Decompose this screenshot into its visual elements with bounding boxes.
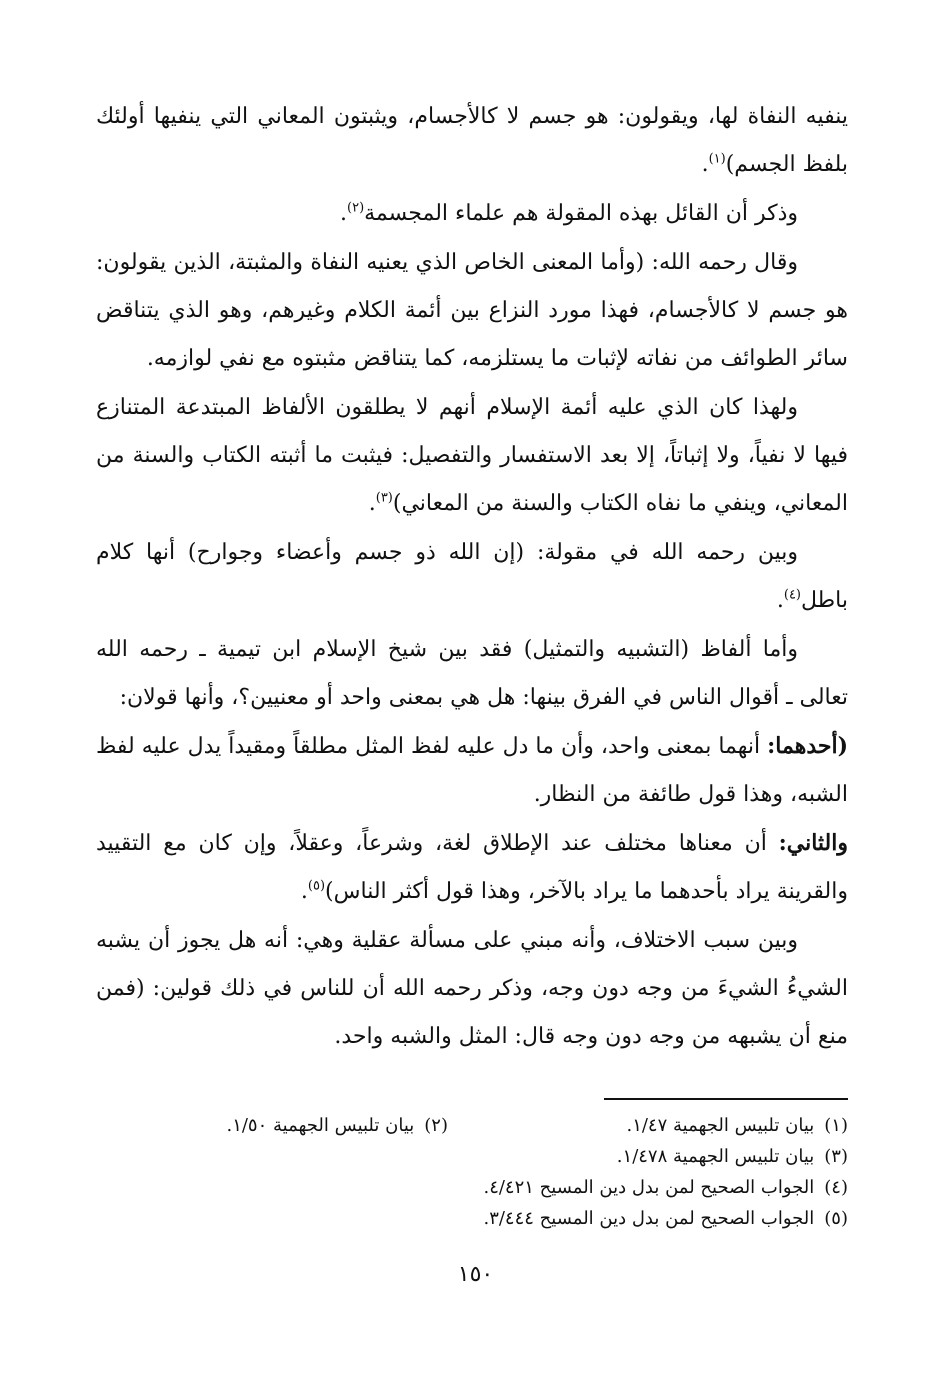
main-text — [96, 92, 848, 1061]
paragraph-end: . — [368, 491, 376, 516]
paragraph-text: ينفيه النفاة لها، ويقولون: هو جسم لا كالأجسام، ويثبتون المعاني التي ينفيها أولئك بلفظ الجسم) — [96, 104, 848, 177]
paragraph-5 — [96, 528, 848, 625]
footnote-4 — [96, 1172, 848, 1203]
paragraph-label: والثاني: — [778, 830, 848, 856]
paragraph-end: . — [701, 152, 709, 177]
footnote-number: (٤) — [824, 1177, 848, 1198]
paragraph-9 — [96, 916, 848, 1061]
paragraph-label: (أحدهما: — [767, 733, 848, 759]
paragraph-8 — [96, 819, 848, 916]
paragraph-text: وذكر أن القائل بهذه المقولة هم علماء المجسمة — [364, 201, 798, 226]
paragraph-4 — [96, 383, 848, 528]
footnote-divider — [604, 1098, 848, 1100]
footnote-number: (١) — [824, 1115, 848, 1136]
paragraph-text: ولهذا كان الذي عليه أئمة الإسلام أنهم لا يطلقون الألفاظ المبتدعة المتنازع فيها لا نفياً، ولا إثباتاً، إلا بعد الاستفسار والتفصيل: فيثبت ما أثبته الكتاب والسنة من المعاني، وينفي ما نفاه الكتاب والسنة من المعاني) — [96, 395, 848, 516]
footnote-3 — [96, 1141, 848, 1172]
paragraph-6 — [96, 625, 848, 722]
footnote-marker: (١) — [708, 151, 726, 167]
paragraph-text: وقال رحمه الله: (وأما المعنى الخاص الذي يعنيه النفاة والمثبتة، الذين يقولون: هو جسم لا كالأجسام، فهذا مورد النزاع بين أئمة الكلام وغيرهم، وهو الذي يتناقض سائر الطوائف من نفاته لإثبات ما يستلزمه، كما يتناقض مثبتوه مع نفي لوازمه. — [96, 250, 848, 371]
page-number: ١٥٠ — [457, 1262, 494, 1287]
footnote-marker: (٣) — [375, 490, 393, 506]
footnote-text: بيان تلبيس الجهمية ١/٤٧. — [626, 1115, 815, 1136]
paragraph-text: وبين رحمه الله في مقولة: (إن الله ذو جسم وأعضاء وجوارح) أنها كلام باطل — [96, 540, 848, 613]
footnote-marker: (٥) — [307, 878, 326, 894]
footnote-number: (٣) — [824, 1146, 848, 1167]
paragraph-end: . — [300, 879, 308, 904]
footnote-text: الجواب الصحيح لمن بدل دين المسيح ٤/٤٢١. — [483, 1177, 815, 1198]
paragraph-2 — [96, 189, 848, 238]
paragraph-1 — [96, 92, 848, 189]
footnote-number: (٥) — [824, 1208, 848, 1229]
paragraph-text: أن معناها مختلف عند الإطلاق لغة، وشرعاً، وعقلاً، وإن كان مع التقييد والقرينة يراد بأحدهما ما يراد بالآخر، وهذا قول أكثر الناس) — [96, 831, 848, 904]
paragraph-3 — [96, 238, 848, 383]
paragraph-text: أنهما بمعنى واحد، وأن ما دل عليه لفظ المثل مطلقاً ومقيداً يدل عليه لفظ الشبه، وهذا قول طائفة من النظار. — [96, 734, 848, 807]
footnote-text: الجواب الصحيح لمن بدل دين المسيح ٣/٤٤٤. — [483, 1208, 815, 1229]
paragraph-7 — [96, 722, 848, 819]
footnotes — [96, 1110, 848, 1234]
footnote-1 — [448, 1110, 848, 1141]
paragraph-text: وأما ألفاظ (التشبيه والتمثيل) فقد بين شيخ الإسلام ابن تيمية ـ رحمه الله تعالى ـ أقوال الناس في الفرق بينها: هل هي بمعنى واحد أو معنيين؟، وأنها قولان: — [96, 637, 848, 710]
footnote-marker: (٢) — [347, 200, 365, 216]
footnote-text: بيان تلبيس الجهمية ١/٥٠. — [226, 1115, 415, 1136]
footnote-5 — [96, 1203, 848, 1234]
paragraph-end: . — [340, 201, 347, 226]
paragraph-end: . — [776, 588, 784, 613]
footnote-2 — [226, 1110, 448, 1141]
footnote-marker: (٤) — [783, 587, 801, 603]
footnote-row — [96, 1110, 848, 1141]
footnote-number: (٢) — [424, 1115, 448, 1136]
footnote-text: بيان تلبيس الجهمية ١/٤٧٨. — [616, 1146, 815, 1167]
paragraph-text: وبين سبب الاختلاف، وأنه مبني على مسألة عقلية وهي: أنه هل يجوز أن يشبه الشيءُ الشيءَ من وجه دون وجه، وذكر رحمه الله أن للناس في ذلك قولين: (فمن منع أن يشبهه من وجه دون وجه قال: المثل والشبه واحد. — [96, 928, 848, 1049]
